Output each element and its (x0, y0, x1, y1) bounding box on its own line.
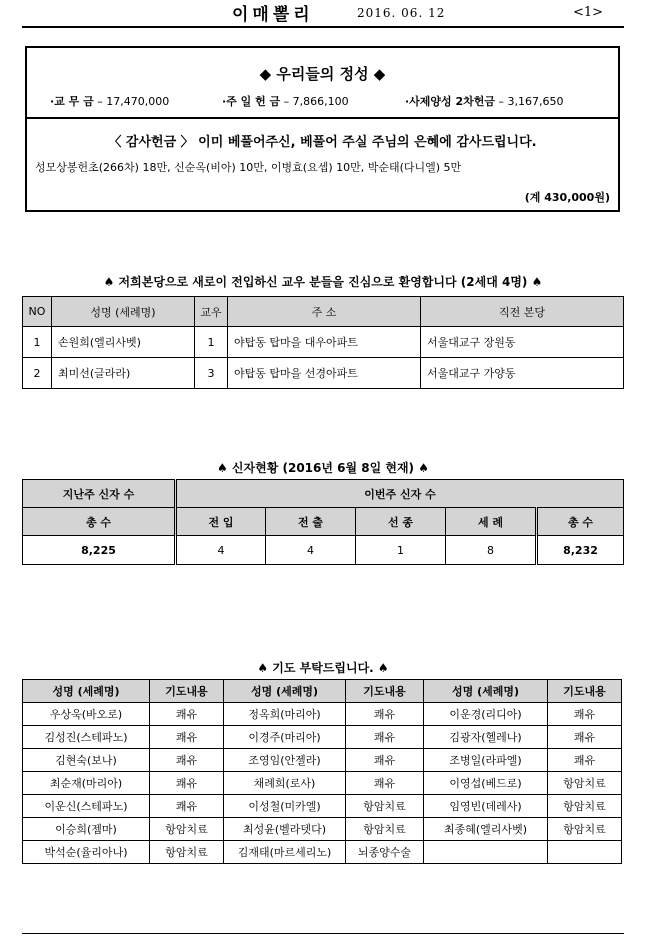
prayer-intent-cell: 쾌유 (150, 749, 224, 772)
offering-item-label: ·교 무 금 (50, 95, 94, 108)
table-header-row (23, 297, 624, 327)
offering-item-value: – 3,167,650 (498, 95, 564, 108)
prayer-name-cell: 이경주(마리아) (224, 726, 346, 749)
table-header-row (23, 480, 624, 508)
prayer-intent-cell: 쾌유 (150, 703, 224, 726)
table-row (23, 327, 624, 358)
table-row (23, 358, 624, 389)
column-header: NO (23, 297, 52, 327)
prayer-name-cell: 이승희(젬마) (23, 818, 150, 841)
prayer-name-cell: 김광자(헬레나) (424, 726, 548, 749)
cell: 손원희(엘리사벳) (52, 327, 195, 358)
prayer-name-cell: 이운경(리디아) (424, 703, 548, 726)
offering-divider (25, 117, 620, 119)
last-week-header: 지난주 신자 수 (23, 480, 176, 508)
prayer-intent-cell: 쾌유 (548, 726, 622, 749)
column-header: 성명 (세례명) (52, 297, 195, 327)
bulletin-date: 2016. 06. 12 (357, 6, 446, 20)
cell: 1 (356, 536, 446, 565)
prayer-name-cell: 박석순(율리아나) (23, 841, 150, 864)
prayer-intent-cell: 뇌종양수술 (346, 841, 424, 864)
column-header: 기도내용 (548, 680, 622, 703)
column-header: 세 례 (446, 508, 537, 536)
thanks-total: (계 430,000원) (524, 191, 610, 204)
column-header: 성명 (세례명) (23, 680, 150, 703)
prayer-intent-cell: 쾌유 (346, 749, 424, 772)
prayer-intent-cell: 항암치료 (150, 841, 224, 864)
table-row (23, 818, 622, 841)
prayer-intent-cell: 항암치료 (346, 795, 424, 818)
prayer-intent-cell: 쾌유 (150, 726, 224, 749)
table-subheader-row (23, 508, 624, 536)
table-row (23, 703, 622, 726)
cell: 1 (23, 327, 52, 358)
prayer-intent-cell: 항암치료 (548, 772, 622, 795)
prayer-table (22, 679, 622, 864)
header-rule (22, 26, 624, 28)
prayer-name-cell: 임영빈(데레사) (424, 795, 548, 818)
prayer-name-cell: 최성윤(벨라뎃다) (224, 818, 346, 841)
prayer-intent-cell: 쾌유 (548, 703, 622, 726)
prayer-intent-cell: 항암치료 (346, 818, 424, 841)
prayer-name-cell: 이영섭(베드로) (424, 772, 548, 795)
cell: 8,232 (537, 536, 624, 565)
cell: 1 (195, 327, 228, 358)
column-header: 교우 (195, 297, 228, 327)
footer-rule (22, 933, 624, 934)
prayer-intent-cell: 쾌유 (150, 795, 224, 818)
offering-item-sunday (222, 93, 349, 109)
newcomers-title: ♠ 저희본당으로 새로이 전입하신 교우 분들을 진심으로 환영합니다 (2세대 4명) ♠ (103, 275, 543, 289)
cell: 4 (266, 536, 356, 565)
members-title: ♠ 신자현황 (2016년 6월 8일 현재) ♠ (217, 461, 429, 475)
cell: 3 (195, 358, 228, 389)
column-header: 총 수 (23, 508, 176, 536)
prayer-name-cell: 우상욱(바오로) (23, 703, 150, 726)
cell: 8 (446, 536, 537, 565)
offering-item-label: ·주 일 헌 금 (222, 95, 281, 108)
table-header-row (23, 680, 622, 703)
column-header: 주 소 (228, 297, 421, 327)
prayer-intent-cell (548, 841, 622, 864)
members-table (22, 479, 624, 565)
column-header: 기도내용 (346, 680, 424, 703)
table-row (23, 795, 622, 818)
prayer-intent-cell: 항암치료 (150, 818, 224, 841)
cell: 야탑동 탑마을 대우아파트 (228, 327, 421, 358)
cell: 4 (176, 536, 266, 565)
prayer-name-cell: 최순재(마리아) (23, 772, 150, 795)
prayer-intent-cell: 항암치료 (548, 818, 622, 841)
prayer-name-cell: 이운신(스테파노) (23, 795, 150, 818)
prayer-intent-cell: 쾌유 (150, 772, 224, 795)
table-row (23, 772, 622, 795)
cell: 서울대교구 장원동 (421, 327, 624, 358)
column-header: 총 수 (537, 508, 624, 536)
prayer-name-cell: 채례희(로사) (224, 772, 346, 795)
cell: 서울대교구 가양동 (421, 358, 624, 389)
prayer-intent-cell: 쾌유 (346, 772, 424, 795)
prayer-name-cell: 조병일(라파엘) (424, 749, 548, 772)
cell: 최미선(글라라) (52, 358, 195, 389)
prayer-intent-cell: 쾌유 (548, 749, 622, 772)
table-row (23, 726, 622, 749)
offering-item-gyomugeum (50, 93, 169, 109)
prayer-rows (23, 703, 622, 864)
cell: 야탑동 탑마을 선경아파트 (228, 358, 421, 389)
prayer-name-cell: 정옥희(마리아) (224, 703, 346, 726)
column-header: 전 입 (176, 508, 266, 536)
offering-title: ◆ 우리들의 정성 ◆ (259, 65, 386, 83)
offering-item-priest (405, 93, 564, 109)
thanks-title: 〈 감사헌금 〉 이미 베풀어주신, 베풀어 주실 주님의 은혜에 감사드립니다. (108, 135, 537, 150)
cell: 2 (23, 358, 52, 389)
prayer-name-cell: 이성철(미카엘) (224, 795, 346, 818)
column-header: 성명 (세례명) (424, 680, 548, 703)
prayer-name-cell: 김재태(마르세리노) (224, 841, 346, 864)
prayer-name-cell: 최종혜(엘리사벳) (424, 818, 548, 841)
prayer-intent-cell: 쾌유 (346, 703, 424, 726)
table-row (23, 749, 622, 772)
prayer-name-cell (424, 841, 548, 864)
prayer-intent-cell: 항암치료 (548, 795, 622, 818)
prayer-name-cell: 김현숙(보나) (23, 749, 150, 772)
column-header: 직전 본당 (421, 297, 624, 327)
offering-item-value: – 17,470,000 (97, 95, 170, 108)
column-header: 성명 (세례명) (224, 680, 346, 703)
offering-item-value: – 7,866,100 (283, 95, 349, 108)
prayer-name-cell: 조영임(안젤라) (224, 749, 346, 772)
column-header: 선 종 (356, 508, 446, 536)
newcomers-table (22, 296, 624, 389)
offering-item-label: ·사제양성 2차헌금 (405, 95, 496, 108)
page-number: <1> (573, 5, 604, 20)
prayer-name-cell: 김성진(스테파노) (23, 726, 150, 749)
thanks-body: 성모상봉헌초(266차) 18만, 신순옥(비아) 10만, 이병효(요셉) 10만, 박순태(다니엘) 5만 (35, 161, 462, 174)
column-header: 전 출 (266, 508, 356, 536)
this-week-header: 이번주 신자 수 (176, 480, 624, 508)
column-header: 기도내용 (150, 680, 224, 703)
prayer-title: ♠ 기도 부탁드립니다. ♠ (257, 661, 389, 675)
bulletin-title: 이매뽈리 (232, 5, 314, 25)
cell: 8,225 (23, 536, 176, 565)
prayer-intent-cell: 쾌유 (346, 726, 424, 749)
table-row (23, 536, 624, 565)
table-row (23, 841, 622, 864)
